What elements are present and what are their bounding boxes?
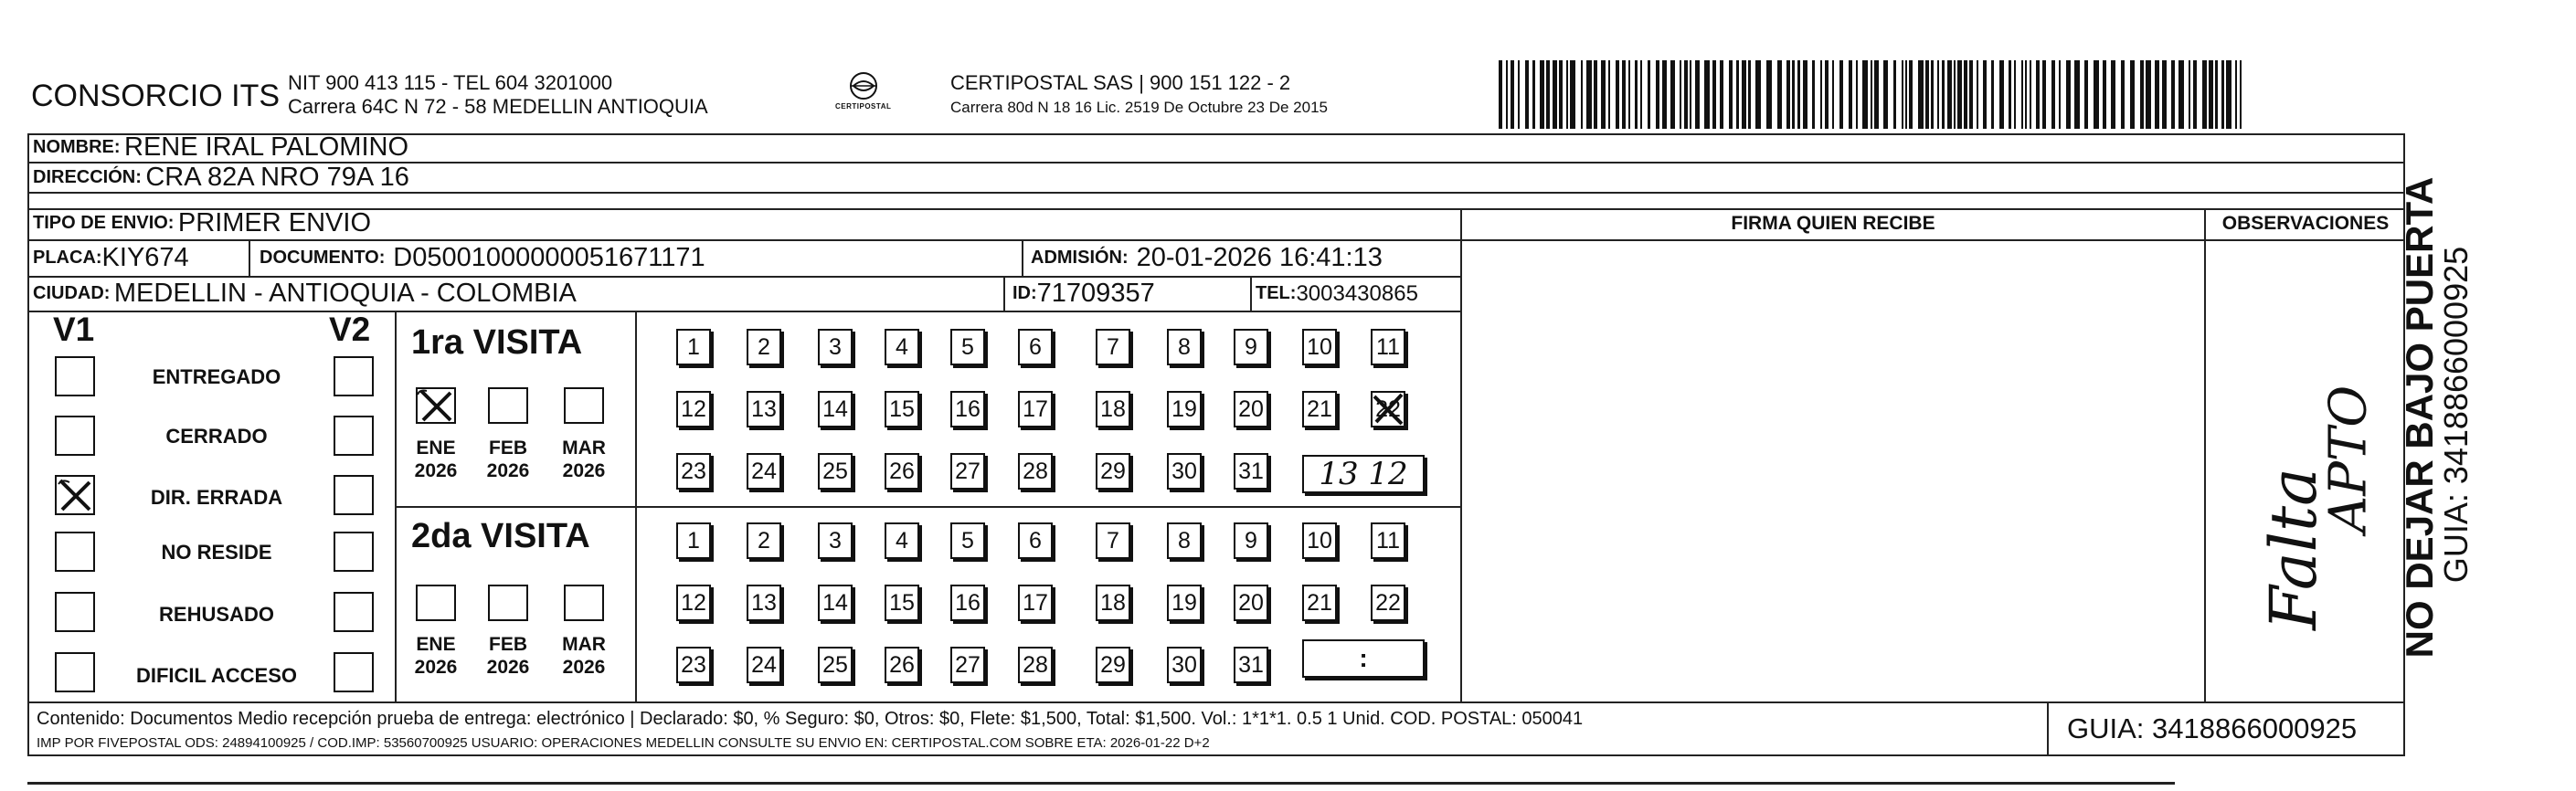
day-number: 27 xyxy=(955,651,981,678)
first-visit-day-1[interactable] xyxy=(676,329,711,365)
first-visit-day-22[interactable] xyxy=(1371,391,1405,427)
second-visit-day-4[interactable] xyxy=(885,522,919,559)
second-visit-day-30[interactable] xyxy=(1167,647,1202,683)
second-visit-day-10[interactable] xyxy=(1302,522,1337,559)
day-number: 27 xyxy=(955,458,981,484)
handwritten-x-mark-icon xyxy=(1371,391,1405,427)
day-number: 17 xyxy=(1023,589,1048,616)
day-number: 4 xyxy=(896,333,908,360)
second-visit-mar-label xyxy=(557,633,611,679)
id-label: ID: xyxy=(1012,283,1037,303)
day-number: 18 xyxy=(1100,396,1126,422)
company-name: CONSORCIO ITS xyxy=(31,79,281,113)
second-visit-day-6[interactable] xyxy=(1018,522,1053,559)
v1-header: V1 xyxy=(53,311,95,348)
year: 2026 xyxy=(562,460,606,481)
v2-entregado-checkbox[interactable] xyxy=(334,356,374,396)
second-visit-day-1[interactable] xyxy=(676,522,711,559)
day-number: 22 xyxy=(1375,589,1401,616)
status-dir-errada-label: DIR. ERRADA xyxy=(150,486,283,509)
month-ene: ENE xyxy=(416,634,456,655)
status-dificil-acceso-label: DIFICIL ACCESO xyxy=(135,664,297,687)
day-number: 16 xyxy=(955,396,981,422)
day-number: 29 xyxy=(1100,651,1126,678)
second-visit-day-25[interactable] xyxy=(818,647,853,683)
year: 2026 xyxy=(486,657,530,678)
month-feb: FEB xyxy=(489,438,527,459)
side-guia: GUIA: 3418866000925 xyxy=(2437,246,2475,584)
first-visit-time-handwritten: 13 12 xyxy=(1319,456,1408,492)
day-number: 11 xyxy=(1376,527,1400,554)
year: 2026 xyxy=(414,460,458,481)
second-visit-day-21[interactable] xyxy=(1302,585,1337,621)
second-visit-ene-label xyxy=(408,633,463,679)
day-number: 17 xyxy=(1023,396,1048,422)
day-number: 1 xyxy=(687,527,700,554)
first-visit-ene-checkbox[interactable] xyxy=(416,387,456,424)
day-number: 31 xyxy=(1238,458,1264,484)
day-number: 7 xyxy=(1107,333,1119,360)
day-number: 24 xyxy=(751,651,777,678)
placa-label: PLACA: xyxy=(33,248,102,268)
day-number: 20 xyxy=(1238,589,1264,616)
day-number: 14 xyxy=(822,589,848,616)
first-visit-day-16[interactable] xyxy=(950,391,985,427)
documento-label: DOCUMENTO: xyxy=(260,248,386,268)
observation-note-apto: APTO xyxy=(2318,385,2379,533)
first-visit-mar-label xyxy=(557,437,611,482)
day-number: 8 xyxy=(1178,527,1191,554)
day-number: 6 xyxy=(1029,333,1042,360)
day-number: 22 xyxy=(1375,396,1401,422)
first-visit-day-25[interactable] xyxy=(818,453,853,490)
day-number: 21 xyxy=(1307,589,1332,616)
month-feb: FEB xyxy=(489,634,527,655)
first-visit-feb-label xyxy=(481,437,535,482)
day-number: 9 xyxy=(1245,333,1257,360)
first-visit-day-21[interactable] xyxy=(1302,391,1337,427)
first-visit-day-14[interactable] xyxy=(818,391,853,427)
day-number: 21 xyxy=(1307,396,1332,422)
second-visit-day-23[interactable] xyxy=(676,647,711,683)
first-visit-day-17[interactable] xyxy=(1018,391,1053,427)
v1-cerrado-checkbox[interactable] xyxy=(55,416,95,456)
day-number: 10 xyxy=(1307,527,1332,554)
day-number: 20 xyxy=(1238,396,1264,422)
first-visit-day-29[interactable] xyxy=(1096,453,1130,490)
year: 2026 xyxy=(562,657,606,678)
second-visit-feb-label xyxy=(481,633,535,679)
day-number: 28 xyxy=(1023,651,1048,678)
second-visit-day-26[interactable] xyxy=(885,647,919,683)
day-number: 10 xyxy=(1307,333,1332,360)
v1-dificil-acceso-checkbox[interactable] xyxy=(55,652,95,692)
month-mar: MAR xyxy=(562,634,606,655)
documento-value: D05001000000051671171 xyxy=(393,243,705,272)
observaciones-header: OBSERVACIONES xyxy=(2221,213,2390,234)
day-number: 3 xyxy=(829,527,842,554)
second-visit-day-14[interactable] xyxy=(818,585,853,621)
day-number: 30 xyxy=(1171,458,1197,484)
day-number: 15 xyxy=(889,396,915,422)
first-visit-day-24[interactable] xyxy=(747,453,781,490)
footer-contenido: Contenido: Documentos Medio recepción prueba de entrega: electrónico | Declarado: $0, % Seguro: $0, Otros: $0, Flete: $1,500, Total: $1,500. Vol.: 1*1*1. 0.5 1 Unid. COD. POSTAL: 050041 xyxy=(37,709,1584,729)
handwritten-x-mark-icon xyxy=(416,387,456,424)
company-address: Carrera 64C N 72 - 58 MEDELLIN ANTIOQUIA xyxy=(288,95,708,118)
second-visit-day-17[interactable] xyxy=(1018,585,1053,621)
second-visit-day-2[interactable] xyxy=(747,522,781,559)
second-visit-day-31[interactable] xyxy=(1234,647,1268,683)
second-visit-day-24[interactable] xyxy=(747,647,781,683)
day-number: 15 xyxy=(889,589,915,616)
first-visit-day-3[interactable] xyxy=(818,329,853,365)
day-number: 28 xyxy=(1023,458,1048,484)
day-number: 12 xyxy=(681,396,706,422)
first-visit-day-18[interactable] xyxy=(1096,391,1130,427)
day-number: 16 xyxy=(955,589,981,616)
side-warning: NO DEJAR BAJO PUERTA xyxy=(2398,176,2441,659)
day-number: 6 xyxy=(1029,527,1042,554)
first-visit-day-12[interactable] xyxy=(676,391,711,427)
day-number: 4 xyxy=(896,527,908,554)
first-visit-day-5[interactable] xyxy=(950,329,985,365)
status-no-reside-label: NO RESIDE xyxy=(161,541,272,564)
day-number: 25 xyxy=(822,458,848,484)
day-number: 19 xyxy=(1171,589,1197,616)
second-visit-day-9[interactable] xyxy=(1234,522,1268,559)
day-number: 5 xyxy=(961,333,974,360)
logo-text: CERTIPOSTAL xyxy=(835,102,892,111)
second-visit-time-box[interactable] xyxy=(1302,639,1425,678)
day-number: 26 xyxy=(889,651,915,678)
first-visit-day-27[interactable] xyxy=(950,453,985,490)
second-visit-day-27[interactable] xyxy=(950,647,985,683)
firma-header: FIRMA QUIEN RECIBE xyxy=(1731,213,1935,234)
v2-no-reside-checkbox[interactable] xyxy=(334,532,374,572)
first-visit-day-30[interactable] xyxy=(1167,453,1202,490)
second-visit-day-3[interactable] xyxy=(818,522,853,559)
first-visit-day-7[interactable] xyxy=(1096,329,1130,365)
year: 2026 xyxy=(414,657,458,678)
tel-value: 3003430865 xyxy=(1296,280,1418,306)
v1-dir-errada-checkbox[interactable] xyxy=(55,475,95,515)
ciudad-value: MEDELLIN - ANTIOQUIA - COLOMBIA xyxy=(113,279,577,308)
v2-header: V2 xyxy=(329,311,371,348)
day-number: 9 xyxy=(1245,527,1257,554)
first-visit-feb-checkbox[interactable] xyxy=(488,387,528,424)
tipo-envio-field xyxy=(33,206,371,239)
day-number: 8 xyxy=(1178,333,1191,360)
day-number: 7 xyxy=(1107,527,1119,554)
v2-cerrado-checkbox[interactable] xyxy=(334,416,374,456)
day-number: 11 xyxy=(1376,333,1400,360)
second-visit-feb-checkbox[interactable] xyxy=(488,585,528,621)
id-value: 71709357 xyxy=(1036,279,1155,308)
first-visit-ene-label xyxy=(408,437,463,482)
admision-field xyxy=(1031,240,1383,276)
day-number: 2 xyxy=(758,333,770,360)
first-visit-day-10[interactable] xyxy=(1302,329,1337,365)
first-visit-title: 1ra VISITA xyxy=(411,323,583,362)
first-visit-day-20[interactable] xyxy=(1234,391,1268,427)
direccion-field xyxy=(33,163,409,192)
first-visit-day-4[interactable] xyxy=(885,329,919,365)
v1-no-reside-checkbox[interactable] xyxy=(55,532,95,572)
month-mar: MAR xyxy=(562,438,606,459)
ciudad-label: CIUDAD: xyxy=(33,283,111,303)
first-visit-day-28[interactable] xyxy=(1018,453,1053,490)
day-number: 23 xyxy=(681,458,706,484)
placa-value: KIY674 xyxy=(101,243,189,272)
day-number: 18 xyxy=(1100,589,1126,616)
day-number: 26 xyxy=(889,458,915,484)
footer-imp: IMP POR FIVEPOSTAL ODS: 24894100925 / COD.IMP: 53560700925 USUARIO: OPERACIONES MEDELLIN CONSULTE SU ENVIO EN: CERTIPOSTAL.COM SOBRE ETA: 2026-01-22 D+2 xyxy=(37,735,1210,751)
second-visit-day-16[interactable] xyxy=(950,585,985,621)
day-number: 29 xyxy=(1100,458,1126,484)
day-number: 14 xyxy=(822,396,848,422)
tel-label: TEL: xyxy=(1256,283,1297,303)
tipo-envio-value: PRIMER ENVIO xyxy=(177,207,372,237)
company-nit: NIT 900 413 115 - TEL 604 3201000 xyxy=(288,71,613,94)
second-visit-title: 2da VISITA xyxy=(411,517,590,555)
second-visit-day-5[interactable] xyxy=(950,522,985,559)
first-visit-day-2[interactable] xyxy=(747,329,781,365)
second-visit-time: : xyxy=(1359,644,1368,672)
day-number: 23 xyxy=(681,651,706,678)
day-number: 13 xyxy=(751,589,777,616)
day-number: 13 xyxy=(751,396,777,422)
second-visit-day-13[interactable] xyxy=(747,585,781,621)
first-visit-day-23[interactable] xyxy=(676,453,711,490)
tipo-envio-label: TIPO DE ENVIO: xyxy=(33,212,175,233)
first-visit-day-11[interactable] xyxy=(1371,329,1405,365)
v2-rehusado-checkbox[interactable] xyxy=(334,592,374,632)
courier-name: CERTIPOSTAL SAS | 900 151 122 - 2 xyxy=(950,71,1291,94)
first-visit-day-26[interactable] xyxy=(885,453,919,490)
day-number: 1 xyxy=(687,333,700,360)
second-visit-day-22[interactable] xyxy=(1371,585,1405,621)
day-number: 19 xyxy=(1171,396,1197,422)
first-visit-day-31[interactable] xyxy=(1234,453,1268,490)
nombre-label: NOMBRE: xyxy=(33,137,121,157)
handwritten-x-mark-icon xyxy=(55,475,95,515)
nombre-value: RENE IRAL PALOMINO xyxy=(124,133,409,162)
admision-label: ADMISIÓN: xyxy=(1031,248,1129,268)
second-visit-day-11[interactable] xyxy=(1371,522,1405,559)
status-entregado-label: ENTREGADO xyxy=(152,365,281,388)
nombre-field xyxy=(33,133,408,162)
second-visit-day-20[interactable] xyxy=(1234,585,1268,621)
barcode xyxy=(1499,60,2248,129)
second-visit-day-19[interactable] xyxy=(1167,585,1202,621)
month-ene: ENE xyxy=(416,438,456,459)
placa-field xyxy=(33,240,189,276)
second-visit-day-29[interactable] xyxy=(1096,647,1130,683)
first-visit-mar-checkbox[interactable] xyxy=(564,387,604,424)
second-visit-mar-checkbox[interactable] xyxy=(564,585,604,621)
first-visit-day-15[interactable] xyxy=(885,391,919,427)
certipostal-logo xyxy=(832,68,896,122)
day-number: 2 xyxy=(758,527,770,554)
observation-note-falta: Falta xyxy=(2256,468,2331,630)
day-number: 12 xyxy=(681,589,706,616)
day-number: 5 xyxy=(961,527,974,554)
day-number: 3 xyxy=(829,333,842,360)
documento-field xyxy=(260,240,705,276)
tel-field xyxy=(1256,277,1418,311)
first-visit-day-8[interactable] xyxy=(1167,329,1202,365)
v1-rehusado-checkbox[interactable] xyxy=(55,592,95,632)
first-visit-day-19[interactable] xyxy=(1167,391,1202,427)
status-rehusado-label: REHUSADO xyxy=(159,603,274,626)
admision-value: 20-01-2026 16:41:13 xyxy=(1136,243,1383,272)
ciudad-field xyxy=(33,277,577,311)
status-cerrado-label: CERRADO xyxy=(165,425,268,448)
v2-dir-errada-checkbox[interactable] xyxy=(334,475,374,515)
first-visit-day-9[interactable] xyxy=(1234,329,1268,365)
second-visit-day-18[interactable] xyxy=(1096,585,1130,621)
day-number: 30 xyxy=(1171,651,1197,678)
first-visit-day-6[interactable] xyxy=(1018,329,1053,365)
courier-license: Carrera 80d N 18 16 Lic. 2519 De Octubre 23 De 2015 xyxy=(950,99,1328,116)
direccion-label: DIRECCIÓN: xyxy=(33,167,142,187)
id-field xyxy=(1012,277,1155,311)
footer-guia: GUIA: 3418866000925 xyxy=(2067,712,2358,744)
year: 2026 xyxy=(486,460,530,481)
day-number: 24 xyxy=(751,458,777,484)
second-visit-ene-checkbox[interactable] xyxy=(416,585,456,621)
day-number: 25 xyxy=(822,651,848,678)
direccion-value: CRA 82A NRO 79A 16 xyxy=(145,163,409,192)
day-number: 31 xyxy=(1238,651,1264,678)
first-visit-day-13[interactable] xyxy=(747,391,781,427)
second-visit-day-12[interactable] xyxy=(676,585,711,621)
v2-dificil-acceso-checkbox[interactable] xyxy=(334,652,374,692)
second-visit-day-28[interactable] xyxy=(1018,647,1053,683)
v1-entregado-checkbox[interactable] xyxy=(55,356,95,396)
second-visit-day-8[interactable] xyxy=(1167,522,1202,559)
second-visit-day-15[interactable] xyxy=(885,585,919,621)
second-visit-day-7[interactable] xyxy=(1096,522,1130,559)
first-visit-time-box[interactable] xyxy=(1302,455,1425,493)
